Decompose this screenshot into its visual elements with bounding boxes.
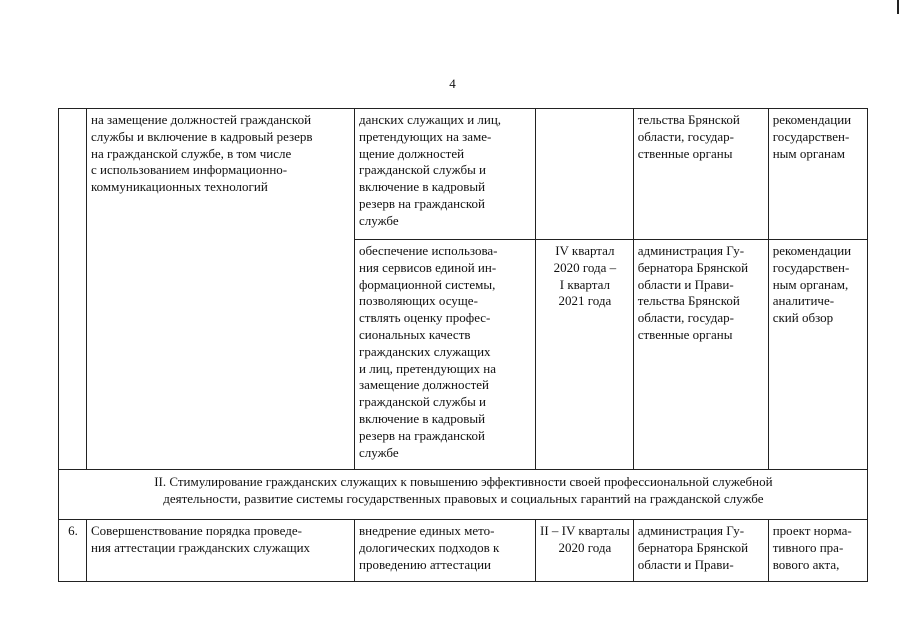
text-line: IV квартал (555, 243, 615, 258)
text-line: рекомендации (772, 243, 852, 258)
text-line: ния сервисов единой ин- (359, 259, 497, 275)
text-line: рекомендации (772, 112, 852, 127)
text-line: сиональных качеств (359, 326, 471, 342)
text-line: проведению аттестации (359, 556, 492, 572)
text-line: на замещение должностей гражданской (91, 112, 312, 127)
text-line: резерв на гражданской (359, 427, 486, 443)
text-line: II – IV кварталы (540, 523, 630, 538)
text-line: позволяющих осуще- (359, 293, 478, 309)
action-cell (355, 109, 536, 240)
executor-cell (633, 109, 768, 240)
text-line: тельства Брянской (637, 112, 740, 127)
num-cell: 6. (59, 520, 87, 582)
text-line: внедрение единых мето- (359, 523, 495, 538)
num-cell (59, 109, 87, 470)
text-line: на гражданской службе, в том числе (91, 145, 292, 161)
text-line: претендующих на заме- (359, 128, 492, 144)
text-line: ния аттестации гражданских служащих (91, 539, 311, 555)
text-line: 2020 года (558, 539, 612, 555)
action-cell (355, 240, 536, 470)
text-line: формационной системы, (359, 276, 496, 292)
section-heading-line: II. Стимулирование гражданских служащих к повышению эффективности своей профессиональной служебной (154, 474, 773, 489)
text-line: коммуникационных технологий (91, 179, 268, 195)
text-line: замещение должностей (359, 377, 489, 393)
text-line: с использованием информационно- (91, 162, 288, 178)
text-line: ственные органы (637, 145, 733, 161)
text-line: бернатора Брянской (637, 539, 749, 555)
text-line: тивного пра- (772, 539, 844, 555)
text-line: данских служащих и лиц, (359, 112, 502, 127)
measure-cell (87, 109, 355, 470)
text-line: области и Прави- (637, 556, 734, 572)
section-heading-line: деятельности, развитие системы государственных правовых и социальных гарантий на гражданской службе (163, 491, 764, 506)
text-line: ным органам, (772, 276, 849, 292)
text-line: 2021 года (558, 293, 612, 309)
text-line: Совершенствование порядка проведе- (91, 523, 302, 538)
executor-cell (633, 240, 768, 470)
action-cell (355, 520, 536, 582)
term-cell (536, 240, 634, 470)
section-heading (59, 470, 868, 520)
section-heading-row (59, 470, 868, 520)
text-line: гражданской службы и (359, 394, 487, 410)
text-line: ский обзор (772, 310, 834, 326)
table-row (59, 520, 868, 582)
term-cell (536, 520, 634, 582)
text-line: вового акта, (772, 556, 840, 572)
result-cell (768, 520, 867, 582)
text-line: резерв на гражданской (359, 195, 486, 211)
text-line: службы и включение в кадровый резерв (91, 128, 313, 144)
table-row (59, 109, 868, 240)
text-line: гражданских служащих (359, 343, 491, 359)
text-line: государствен- (772, 128, 850, 144)
text-line: службе (359, 212, 399, 228)
scan-edge-mark (897, 0, 899, 14)
text-line: включение в кадровый (359, 179, 486, 195)
text-line: проект норма- (772, 523, 852, 538)
text-line: администрация Гу- (637, 243, 745, 258)
text-line: I квартал (559, 276, 610, 292)
text-line: администрация Гу- (637, 523, 745, 538)
text-line: и лиц, претендующих на (359, 360, 497, 376)
text-line: 2020 года – (553, 259, 617, 275)
text-line: ственные органы (637, 326, 733, 342)
text-line: дологических подходов к (359, 539, 500, 555)
result-cell (768, 109, 867, 240)
executor-cell (633, 520, 768, 582)
page-number: 4 (449, 76, 456, 91)
text-line: области, государ- (637, 310, 734, 326)
text-line: области, государ- (637, 128, 734, 144)
plan-table (58, 108, 868, 582)
text-line: области и Прави- (637, 276, 734, 292)
text-line: ным органам (772, 145, 845, 161)
text-line: тельства Брянской (637, 293, 740, 309)
text-line: обеспечение использова- (359, 243, 498, 258)
text-line: аналитиче- (772, 293, 835, 309)
text-line: щение должностей (359, 145, 465, 161)
text-line: гражданской службы и (359, 162, 487, 178)
term-cell (536, 109, 634, 240)
text-line: включение в кадровый (359, 410, 486, 426)
result-cell (768, 240, 867, 470)
text-line: государствен- (772, 259, 850, 275)
text-line: службе (359, 444, 399, 460)
text-line: ствлять оценку профес- (359, 310, 491, 326)
text-line: бернатора Брянской (637, 259, 749, 275)
measure-cell (87, 520, 355, 582)
